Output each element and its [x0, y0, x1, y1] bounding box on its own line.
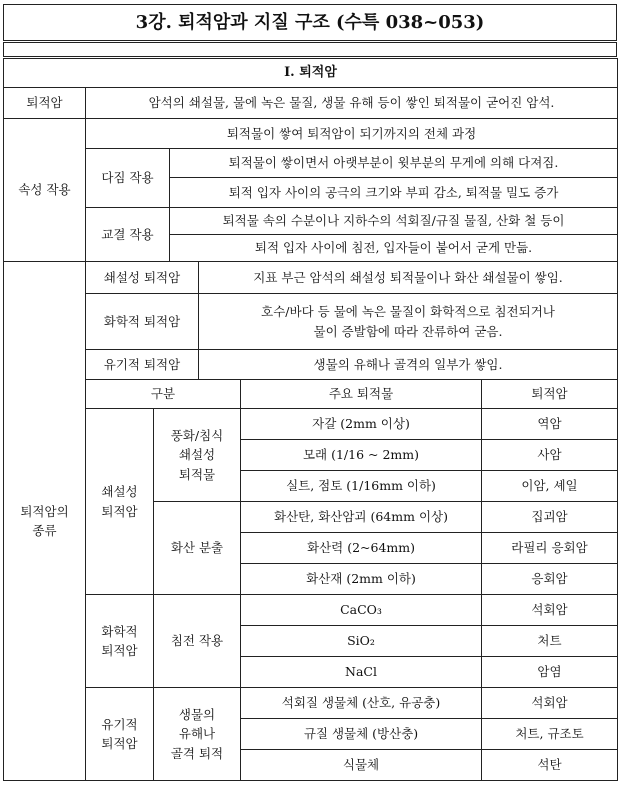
rock-cell: 석회암 — [482, 595, 618, 626]
rock-cell: 라필리 응회암 — [482, 533, 618, 564]
page-title: 3강. 퇴적암과 지질 구조 (수특 038~053) — [4, 5, 617, 41]
subgroup-organic-line3: 골격 퇴적 — [170, 745, 224, 761]
header-sediment: 주요 퇴적물 — [241, 380, 482, 409]
diagenesis-overall: 퇴적물이 쌓여 퇴적암이 되기까지의 전체 과정 — [86, 119, 618, 149]
sediment-cell: 규질 생물체 (방산충) — [241, 719, 482, 750]
cementation-line1: 퇴적물 속의 수분이나 지하수의 석회질/규질 물질, 산화 철 등이 — [170, 208, 618, 235]
sedimentary-rock-table — [3, 58, 618, 781]
sediment-cell: 식물체 — [241, 750, 482, 781]
rock-cell: 역암 — [482, 409, 618, 440]
types-label — [4, 262, 86, 781]
types-label-line2: 종류 — [32, 523, 57, 538]
rock-cell: 암염 — [482, 657, 618, 688]
group-clastic-line1: 쇄설성 — [101, 484, 138, 500]
organic-type-desc: 생물의 유해나 골격의 일부가 쌓임. — [199, 350, 618, 380]
rock-cell: 사암 — [482, 440, 618, 471]
sediment-cell: NaCl — [241, 657, 482, 688]
subgroup-organic-remains — [154, 688, 241, 781]
sediment-cell: 화산력 (2~64mm) — [241, 533, 482, 564]
subgroup-weathering-line2: 쇄설성 — [178, 447, 216, 463]
chemical-type-desc-line2: 물이 증발함에 따라 잔류하여 굳음. — [313, 323, 503, 339]
sediment-cell: SiO₂ — [241, 626, 482, 657]
header-rock: 퇴적암 — [482, 380, 618, 409]
compaction-line2: 퇴적 입자 사이의 공극의 크기와 부피 감소, 퇴적물 밀도 증가 — [170, 178, 618, 208]
subgroup-organic-line2: 유해나 — [178, 726, 216, 742]
rock-cell: 집괴암 — [482, 502, 618, 533]
spacer-cell — [4, 43, 617, 57]
subgroup-weathering — [154, 409, 241, 502]
rock-cell: 석탄 — [482, 750, 618, 781]
organic-type-label: 유기적 퇴적암 — [86, 350, 199, 380]
sediment-cell: 석회질 생물체 (산호, 유공충) — [241, 688, 482, 719]
sediment-cell: 자갈 (2mm 이상) — [241, 409, 482, 440]
rock-cell: 석회암 — [482, 688, 618, 719]
rock-cell: 처트 — [482, 626, 618, 657]
rock-cell: 처트, 규조토 — [482, 719, 618, 750]
group-chemical — [86, 595, 154, 688]
subgroup-volcanic: 화산 분출 — [154, 502, 241, 595]
cementation-label: 교결 작용 — [86, 208, 170, 262]
sediment-cell: CaCO₃ — [241, 595, 482, 626]
title-table — [3, 4, 617, 41]
compaction-label: 다짐 작용 — [86, 149, 170, 208]
clastic-type-desc: 지표 부근 암석의 쇄설성 퇴적물이나 화산 쇄설물이 쌓임. — [199, 262, 618, 294]
definition-text: 암석의 쇄설물, 물에 녹은 물질, 생물 유해 등이 쌓인 퇴적물이 굳어진 암석. — [86, 88, 618, 119]
group-organic-line2: 퇴적암 — [101, 736, 138, 751]
group-chemical-line1: 화학적 — [101, 623, 138, 639]
header-category: 구분 — [86, 380, 241, 409]
sediment-cell: 실트, 점토 (1/16mm 이하) — [241, 471, 482, 502]
group-chemical-line2: 퇴적암 — [101, 643, 138, 658]
definition-label: 퇴적암 — [4, 88, 86, 119]
section-title: I. 퇴적암 — [4, 59, 618, 88]
compaction-line1: 퇴적물이 쌓이면서 아랫부분이 윗부분의 무게에 의해 다져짐. — [170, 149, 618, 178]
group-clastic — [86, 409, 154, 595]
chemical-type-label: 화학적 퇴적암 — [86, 294, 199, 350]
spacer-table — [3, 42, 617, 57]
group-organic-line1: 유기적 — [101, 716, 138, 732]
subgroup-weathering-line1: 풍화/침식 — [170, 427, 224, 443]
sediment-cell: 모래 (1/16 ~ 2mm) — [241, 440, 482, 471]
clastic-type-label: 쇄설성 퇴적암 — [86, 262, 199, 294]
sediment-cell: 화산탄, 화산암괴 (64mm 이상) — [241, 502, 482, 533]
rock-cell: 응회암 — [482, 564, 618, 595]
chemical-type-desc — [199, 294, 618, 350]
subgroup-precipitation: 침전 작용 — [154, 595, 241, 688]
group-organic — [86, 688, 154, 781]
diagenesis-label: 속성 작용 — [4, 119, 86, 262]
group-clastic-line2: 퇴적암 — [101, 503, 138, 519]
rock-cell: 이암, 셰일 — [482, 471, 618, 502]
cementation-line2: 퇴적 입자 사이에 침전, 입자들이 붙어서 굳게 만듦. — [170, 235, 618, 262]
chemical-type-desc-line1: 호수/바다 등 물에 녹은 물질이 화학적으로 침전되거나 — [261, 304, 555, 320]
sediment-cell: 화산재 (2mm 이하) — [241, 564, 482, 595]
subgroup-weathering-line3: 퇴적물 — [178, 466, 216, 482]
types-label-line1: 퇴적암의 — [20, 503, 69, 519]
subgroup-organic-line1: 생물의 — [178, 706, 216, 722]
